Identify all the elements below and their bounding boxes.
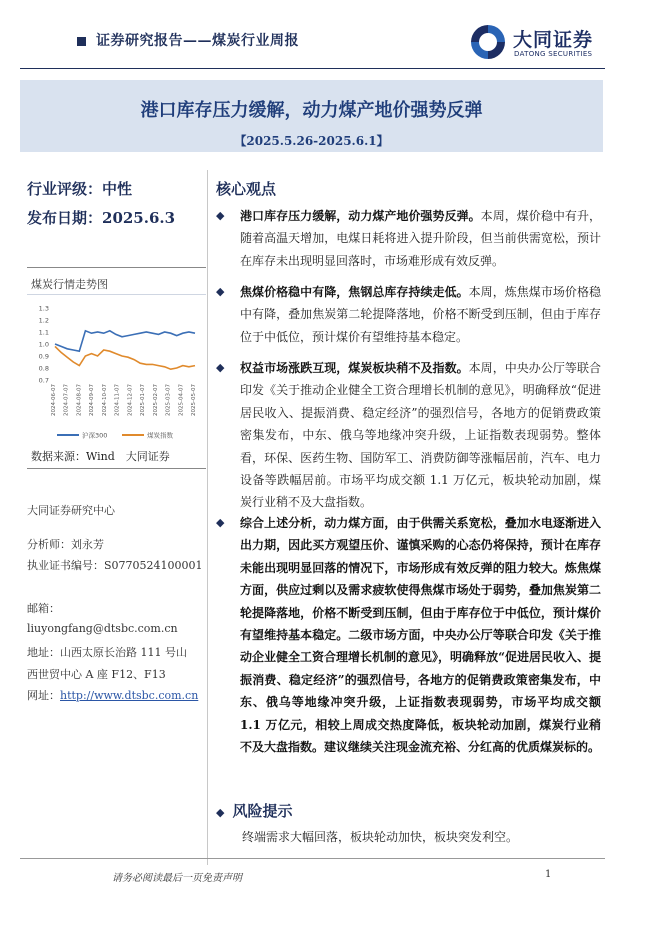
x-tick-label: 2024-07-07 <box>63 384 70 416</box>
y-tick-label: 1.3 <box>38 304 49 313</box>
report-title: 港口库存压力缓解，动力煤产地价强势反弹 <box>140 100 483 121</box>
x-tick-label: 2025-03-07 <box>165 384 172 416</box>
certificate-number: 执业证书编号：S0770524100001 <box>27 559 203 572</box>
y-tick-label: 1.0 <box>38 340 49 349</box>
y-tick-label: 0.7 <box>38 376 49 385</box>
core-view-item <box>216 281 601 348</box>
coal-market-trend-chart <box>27 298 206 446</box>
header-bullet <box>77 37 86 46</box>
address-line-1: 地址：山西太原长治路 111 号山 <box>27 646 187 659</box>
logo-name-cn: 大同证券 <box>513 29 594 51</box>
x-tick-label: 2025-05-07 <box>191 384 197 416</box>
x-tick-label: 2025-04-07 <box>178 384 185 416</box>
x-tick-label: 2024-08-07 <box>76 384 83 416</box>
email-label: 邮箱： <box>27 602 60 615</box>
y-tick-label: 0.9 <box>38 352 49 361</box>
x-tick-label: 2024-11-07 <box>114 384 121 416</box>
diamond-bullet-icon: ◆ <box>216 285 225 298</box>
core-view-item <box>216 357 601 514</box>
core-view-summary <box>216 512 601 758</box>
risk-heading <box>216 800 292 821</box>
core-view-text: 本周，中央办公厅等联合印发《关于推动企业健全工资合理增长机制的意见》，明确释放“促进居民收入、提振消费、稳定经济”的强烈信号，各地方的促销费政策密集发布，中东、俄乌等地缘冲突升级，上证指数表现弱势。整体看，环保、医药生物、国防军工、消费防御等涨幅居前，汽车、电力设备等跌幅居前。市场平均成交额 1.1 万亿元，板块轮动加剧，煤炭行业稍不及大盘指数。 <box>240 361 601 510</box>
diamond-bullet-icon: ◆ <box>216 516 225 529</box>
x-tick-label: 2024-10-07 <box>101 384 108 416</box>
website-label: 网址： <box>27 689 60 702</box>
footer-divider <box>20 858 605 859</box>
diamond-bullet-icon: ◆ <box>216 806 225 819</box>
y-tick-label: 0.8 <box>38 364 49 373</box>
core-view-item <box>216 205 601 272</box>
y-tick-label: 1.1 <box>38 328 49 337</box>
summary-text: 综合上述分析，动力煤方面，由于供需关系宽松，叠加水电逐渐进入出力期，因此买方观望压价、谨慎采购的心态仍将保持，预计在库存未能出现明显回落的情况下，市场形成有效反弹的阻力较大。炼焦煤方面，供应过剩以及需求疲软使得焦煤市场处于弱势，叠加焦炭第二轮提降落地，价格不断受到压制，但由于库存位于中低位，预计煤价有望维持基本稳定。二级市场方面，中央办公厅等联合印发《关于推动企业健全工资合理增长机制的意见》，明确释放“促进居民收入、提振消费、稳定经济”的强烈信号，各地方的促销费政策密集发布，中东、俄乌等地缘冲突升级，上证指数表现弱势，市场平均成交额 1.1 万亿元，相较上周成交热度降低，板块轮动加剧，煤炭行业稍不及大盘指数。建议继续关注现金流充裕、分红高的优质煤炭标的。 <box>240 516 601 755</box>
legend-label: 沪深300 <box>82 431 108 440</box>
publish-date: 发布日期：2025.6.3 <box>27 209 176 227</box>
report-type-title: 证券研究报告——煤炭行业周报 <box>96 33 299 49</box>
report-date-range: 【2025.5.26-2025.6.1】 <box>234 134 389 148</box>
logo-name-en: DATONG SECURITIES <box>514 50 593 58</box>
legend-label: 煤炭指数 <box>147 431 173 440</box>
core-views-heading: 核心观点 <box>216 180 277 198</box>
core-view-headline: 权益市场涨跌互现，煤炭板块稍不及指数。 <box>240 361 469 375</box>
x-tick-label: 2025-02-07 <box>152 384 159 416</box>
column-divider <box>207 170 208 865</box>
page-number: 1 <box>545 869 552 880</box>
address-line-2: 西世贸中心 A 座 F12、F13 <box>27 668 166 681</box>
email-address: liuyongfang@dtsbc.com.cn <box>27 622 178 635</box>
header-divider <box>20 68 605 69</box>
analyst-name: 分析师：刘永芳 <box>27 538 104 551</box>
diamond-bullet-icon: ◆ <box>216 361 225 374</box>
chart-source: 数据来源：Wind 大同证券 <box>31 450 170 463</box>
risk-heading-text: 风险提示 <box>232 802 293 820</box>
industry-rating: 行业评级：中性 <box>27 180 133 198</box>
core-view-headline: 焦煤价格稳中有降，焦钢总库存持续走低。 <box>240 285 469 299</box>
core-view-text: 本周，炼焦煤市场价格稳中有降，叠加焦炭第二轮提降落地，价格不断受到压制，但由于库存位于中低位，预计煤价有望维持基本稳定。 <box>240 285 601 344</box>
core-view-headline: 港口库存压力缓解，动力煤产地价强势反弹。 <box>240 209 481 223</box>
risk-text: 终端需求大幅回落，板块轮动加快，板块突发利空。 <box>242 830 519 844</box>
x-tick-label: 2025-01-07 <box>140 384 147 416</box>
x-tick-label: 2024-06-07 <box>51 384 57 416</box>
series-line <box>55 331 195 351</box>
website-row <box>27 687 198 703</box>
footer-disclaimer: 请务必阅读最后一页免责声明 <box>112 873 242 884</box>
company-logo-icon <box>468 22 508 62</box>
chart-title: 煤炭行情走势图 <box>31 278 108 291</box>
core-view-text: 本周，煤价稳中有升，随着高温天增加，电煤日耗将进入提升阶段，但当前供需宽松，预计在库存未出现明显回落时，市场难形成有效反弹。 <box>240 209 601 268</box>
website-link[interactable]: http://www.dtsbc.com.cn <box>60 689 199 702</box>
x-tick-label: 2024-12-07 <box>127 384 134 416</box>
chart-title-divider <box>27 294 206 295</box>
x-tick-label: 2024-09-07 <box>89 384 96 416</box>
research-center: 大同证券研究中心 <box>27 504 115 517</box>
diamond-bullet-icon: ◆ <box>216 209 225 222</box>
y-tick-label: 1.2 <box>38 316 49 325</box>
